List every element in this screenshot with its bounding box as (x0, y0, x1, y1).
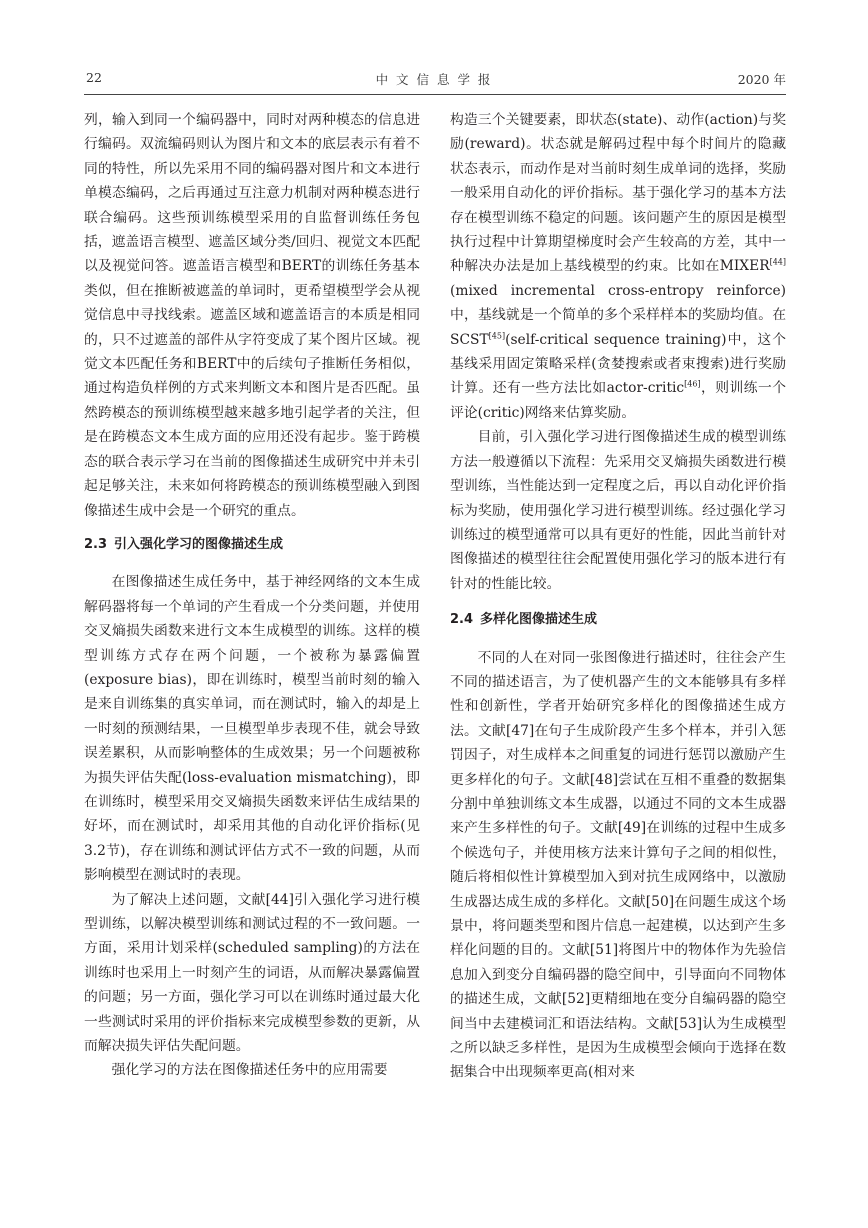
paragraph: 强化学习的方法在图像描述任务中的应用需要 (111, 1062, 388, 1079)
text-run: ，则训练一个评论(critic)网络来估算奖励。 (450, 380, 787, 421)
paragraph: 在图像描述生成任务中，基于神经网络的文本生成解码器将每一个单词的产生看成一个分类问题，并使用交叉熵损失函数来进行文本生成模型的训练。这样的模型训练方式存在两个问题，一个被称为暴露偏置(exposure bias)，即在训练时，模型当前时刻的输入是来自训练集的真实单词，而在测试时，输入的却是上一时刻的预测结果，一旦模型单步表现不佳，就会导致误差累积，从而影响整体的生成效果；另一个问题被称为损失评估失配(loss-evaluation mismatching)，即在训练时，模型采用交叉熵损失函数来评估生成结果的好坏，而在测试时，却采用其他的自动化评价指标(见3.2节)，存在训练和测试评估方式不一致的问题，从而影响模型在测试时的表现。 (84, 574, 420, 884)
section-title: 引入强化学习的图像描述生成 (114, 536, 284, 552)
citation-46: [46] (684, 379, 701, 389)
header-rule (84, 94, 786, 95)
page-number: 22 (86, 70, 102, 85)
paragraph: 为了解决上述问题，文献[44]引入强化学习进行模型训练，以解决模型训练和测试过程的不一致问题。一方面，采用计划采样(scheduled sampling)的方法在训练时也采用上一时刻产生的词语，从而解决暴露偏置的问题；另一方面，强化学习可以在训练时通过最大化一些测试时采用的评价指标来完成模型参数的更新，从而解决损失评估失配问题。 (84, 891, 420, 1055)
section-heading-2-3 (84, 533, 420, 557)
year-label: 2020 年 (737, 72, 786, 87)
citation-45: [45] (488, 331, 506, 341)
journal-title: 中 文 信 息 学 报 (375, 72, 493, 87)
paragraph: 目前，引入强化学习进行图像描述生成的模型训练方法一般遵循以下流程：先采用交叉熵损失函数进行模型训练，当性能达到一定程度之后，再以自动化评价指标为奖励，使用强化学习进行模型训练。经过强化学习训练过的模型通常可以具有更好的性能，因此当前针对图像描述的模型往往会配置使用强化学习的版本进行有针对的性能比较。 (450, 429, 786, 592)
paragraph (450, 108, 786, 425)
text-run: (mixed incremental cross-entropy reinforce)中，基线就是一个简单的多个采样样本的奖励均值。在SCST (450, 282, 786, 348)
section-number: 2.3 (84, 536, 108, 552)
citation-44: [44] (769, 257, 786, 267)
text-run: 构造三个关键要素，即状态(state)、动作(action)与奖励(reward)。状态就是解码过程中每个时间片的隐藏状态表示，而动作是对当前时刻生成单词的选择，奖励一般采用自动化的评价指标。基于强化学习的基本方法存在模型训练不稳定的问题。该问题产生的原因是模型执行过程中计算期望梯度时会产生较高的方差，其中一种解决办法是加上基线模型的约束。比如在MIXER (450, 112, 786, 275)
section-number: 2.4 (450, 612, 474, 628)
section-title: 多样化图像描述生成 (480, 612, 598, 628)
text-run: (self-critical sequence training)中，这个基线采用固定策略采样(贪婪搜索或者束搜索)进行奖励计算。还有一些方法比如actor-critic (450, 331, 786, 397)
right-column (450, 108, 786, 1085)
left-column (84, 108, 420, 1083)
paragraph: 列，输入到同一个编码器中，同时对两种模态的信息进行编码。双流编码则认为图片和文本的底层表示有着不同的特性，所以先采用不同的编码器对图片和文本进行单模态编码，之后再通过互注意力机制对两种模态进行联合编码。这些预训练模型采用的自监督训练任务包括，遮盖语言模型、遮盖区域分类/回归、视觉文本匹配以及视觉问答。遮盖语言模型和BERT的训练任务基本类似，但在推断被遮盖的单词时，更希望模型学会从视觉信息中寻找线索。遮盖区域和遮盖语言的本质是相同的，只不过遮盖的部件从字符变成了某个图片区域。视觉文本匹配任务和BERT中的后续句子推断任务相似，通过构造负样例的方式来判断文本和图片是否匹配。虽然跨模态的预训练模型越来越多地引起学者的关注，但是在跨模态文本生成方面的应用还没有起步。鉴于跨模态的联合表示学习在当前的图像描述生成研究中并未引起足够关注，未来如何将跨模态的预训练模型融入到图像描述生成中会是一个研究的重点。 (84, 112, 420, 519)
section-heading-2-4 (450, 608, 786, 632)
paragraph: 不同的人在对同一张图像进行描述时，往往会产生不同的描述语言，为了使机器产生的文本能够具有多样性和创新性，学者开始研究多样化的图像描述生成方法。文献[47]在句子生成阶段产生多个样本，并引入惩罚因子，对生成样本之间重复的词进行惩罚以激励产生更多样化的句子。文献[48]尝试在互相不重叠的数据集分割中单独训练文本生成器，以通过不同的文本生成器来产生多样性的句子。文献[49]在训练的过程中生成多个候选句子，并使用核方法来计算句子之间的相似性，随后将相似性计算模型加入到对抗生成网络中，以激励生成器达成生成的多样化。文献[50]在问题生成这个场景中，将问题类型和图片信息一起建模，以达到产生多样化问题的目的。文献[51]将图片中的物体作为先验信息加入到变分自编码器的隐空间中，引导面向不同物体的描述生成，文献[52]更精细地在变分自编码器的隐空间当中去建模词汇和语法结构。文献[53]认为生成模型之所以缺乏多样性，是因为生成模型会倾向于选择在数据集合中出现频率更高(相对来 (450, 649, 786, 1081)
